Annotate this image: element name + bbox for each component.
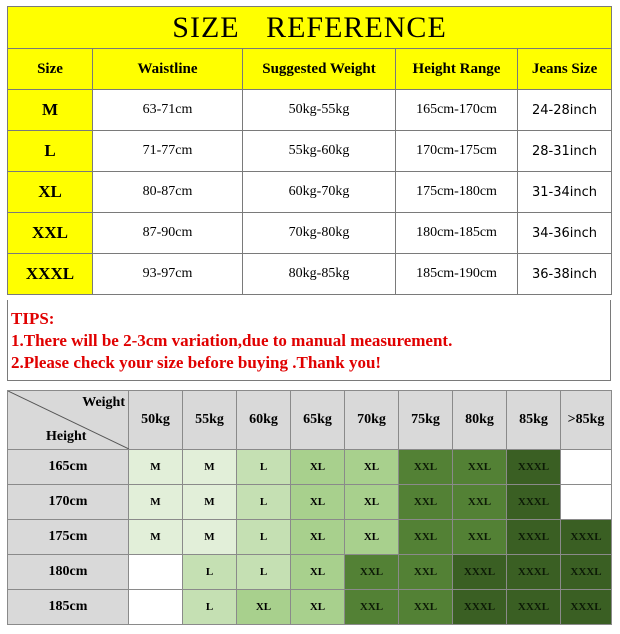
matrix-cell: XL bbox=[345, 485, 399, 520]
table-row bbox=[8, 213, 612, 254]
waistline-cell: 93-97cm bbox=[93, 254, 243, 295]
waistline-cell: 71-77cm bbox=[93, 131, 243, 172]
column-header: Suggested Weight bbox=[243, 49, 396, 90]
column-header: Waistline bbox=[93, 49, 243, 90]
matrix-cell: M bbox=[183, 520, 237, 555]
weight-height-matrix bbox=[7, 390, 612, 625]
matrix-cell: XL bbox=[237, 590, 291, 625]
matrix-cell: XXL bbox=[345, 590, 399, 625]
size-cell: L bbox=[8, 131, 93, 172]
matrix-cell: XXXL bbox=[561, 590, 612, 625]
weight-header: 85kg bbox=[507, 391, 561, 450]
matrix-cell: M bbox=[129, 485, 183, 520]
matrix-cell: XL bbox=[291, 520, 345, 555]
matrix-cell: XXXL bbox=[507, 590, 561, 625]
table-row bbox=[8, 90, 612, 131]
matrix-cell: XL bbox=[345, 520, 399, 555]
table-title: SIZE REFERENCE bbox=[8, 7, 612, 49]
matrix-cell: L bbox=[183, 555, 237, 590]
matrix-row bbox=[8, 520, 612, 555]
matrix-cell: XXXL bbox=[561, 555, 612, 590]
matrix-row bbox=[8, 590, 612, 625]
weight-cell: 80kg-85kg bbox=[243, 254, 396, 295]
matrix-cell: XXL bbox=[345, 555, 399, 590]
tip-line: 1.There will be 2-3cm variation,due to manual measurement. bbox=[11, 331, 453, 350]
matrix-cell: XL bbox=[291, 485, 345, 520]
matrix-cell bbox=[561, 450, 612, 485]
jeans-cell: 36-38inch bbox=[518, 254, 612, 295]
matrix-cell: XXL bbox=[399, 450, 453, 485]
tips-box bbox=[7, 300, 611, 381]
matrix-cell: M bbox=[129, 520, 183, 555]
matrix-row bbox=[8, 485, 612, 520]
matrix-cell: L bbox=[183, 590, 237, 625]
waistline-cell: 63-71cm bbox=[93, 90, 243, 131]
size-cell: M bbox=[8, 90, 93, 131]
table-row bbox=[8, 172, 612, 213]
waistline-cell: 80-87cm bbox=[93, 172, 243, 213]
size-cell: XL bbox=[8, 172, 93, 213]
matrix-cell: M bbox=[183, 485, 237, 520]
matrix-cell: XXL bbox=[399, 520, 453, 555]
column-header: Size bbox=[8, 49, 93, 90]
matrix-cell: XL bbox=[291, 450, 345, 485]
height-header: 170cm bbox=[8, 485, 129, 520]
tip-line: 2.Please check your size before buying .Thank you! bbox=[11, 353, 382, 372]
height-cell: 165cm-170cm bbox=[396, 90, 518, 131]
matrix-cell: XXL bbox=[399, 555, 453, 590]
weight-cell: 60kg-70kg bbox=[243, 172, 396, 213]
matrix-cell: XXXL bbox=[507, 555, 561, 590]
matrix-cell: L bbox=[237, 485, 291, 520]
matrix-cell: L bbox=[237, 555, 291, 590]
matrix-row bbox=[8, 450, 612, 485]
matrix-row bbox=[8, 555, 612, 590]
weight-header: 50kg bbox=[129, 391, 183, 450]
height-header: 165cm bbox=[8, 450, 129, 485]
matrix-cell: XXL bbox=[453, 520, 507, 555]
weight-header: 55kg bbox=[183, 391, 237, 450]
height-cell: 185cm-190cm bbox=[396, 254, 518, 295]
weight-header: 65kg bbox=[291, 391, 345, 450]
matrix-cell bbox=[561, 485, 612, 520]
matrix-cell: XXXL bbox=[507, 450, 561, 485]
header-row bbox=[8, 49, 612, 90]
matrix-cell: XXL bbox=[399, 590, 453, 625]
weight-cell: 70kg-80kg bbox=[243, 213, 396, 254]
height-header: 180cm bbox=[8, 555, 129, 590]
matrix-cell bbox=[129, 590, 183, 625]
table-row bbox=[8, 131, 612, 172]
column-header: Height Range bbox=[396, 49, 518, 90]
matrix-cell: L bbox=[237, 450, 291, 485]
weight-cell: 50kg-55kg bbox=[243, 90, 396, 131]
weight-header: 70kg bbox=[345, 391, 399, 450]
jeans-cell: 24-28inch bbox=[518, 90, 612, 131]
matrix-cell: M bbox=[129, 450, 183, 485]
matrix-cell: XL bbox=[345, 450, 399, 485]
matrix-cell: XXL bbox=[453, 450, 507, 485]
size-cell: XXXL bbox=[8, 254, 93, 295]
matrix-cell: XXXL bbox=[507, 520, 561, 555]
jeans-cell: 34-36inch bbox=[518, 213, 612, 254]
matrix-cell: XXL bbox=[453, 485, 507, 520]
height-cell: 175cm-180cm bbox=[396, 172, 518, 213]
jeans-cell: 31-34inch bbox=[518, 172, 612, 213]
weight-header: 80kg bbox=[453, 391, 507, 450]
matrix-cell: M bbox=[183, 450, 237, 485]
jeans-cell: 28-31inch bbox=[518, 131, 612, 172]
matrix-cell: XL bbox=[291, 555, 345, 590]
size-cell: XXL bbox=[8, 213, 93, 254]
size-reference-table bbox=[7, 6, 612, 295]
weight-axis-label: Weight bbox=[82, 395, 125, 410]
height-header: 185cm bbox=[8, 590, 129, 625]
waistline-cell: 87-90cm bbox=[93, 213, 243, 254]
height-axis-label: Height bbox=[46, 429, 87, 444]
matrix-cell: XXXL bbox=[507, 485, 561, 520]
matrix-cell: XXL bbox=[399, 485, 453, 520]
tips-heading: TIPS: bbox=[11, 309, 55, 328]
table-row bbox=[8, 254, 612, 295]
matrix-header-row bbox=[8, 391, 612, 450]
matrix-cell: XXXL bbox=[561, 520, 612, 555]
matrix-cell: L bbox=[237, 520, 291, 555]
matrix-cell: XL bbox=[291, 590, 345, 625]
weight-header: >85kg bbox=[561, 391, 612, 450]
column-header: Jeans Size bbox=[518, 49, 612, 90]
matrix-corner-cell bbox=[8, 391, 129, 450]
height-cell: 170cm-175cm bbox=[396, 131, 518, 172]
matrix-cell bbox=[129, 555, 183, 590]
height-cell: 180cm-185cm bbox=[396, 213, 518, 254]
weight-header: 75kg bbox=[399, 391, 453, 450]
weight-header: 60kg bbox=[237, 391, 291, 450]
height-header: 175cm bbox=[8, 520, 129, 555]
weight-cell: 55kg-60kg bbox=[243, 131, 396, 172]
matrix-cell: XXXL bbox=[453, 590, 507, 625]
matrix-cell: XXXL bbox=[453, 555, 507, 590]
